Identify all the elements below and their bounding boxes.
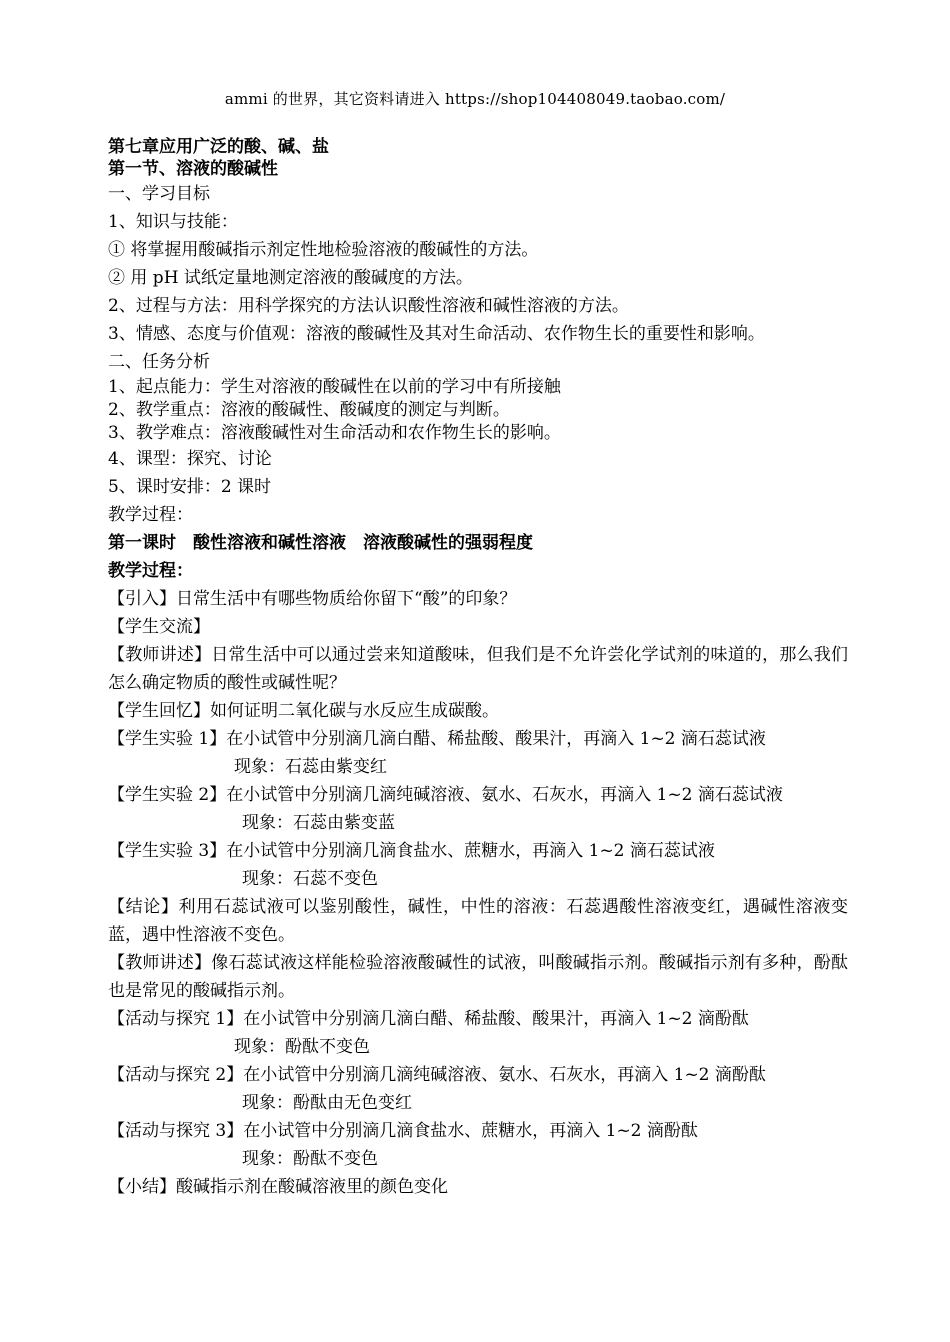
text-line: 教学过程： xyxy=(108,505,193,525)
text-line: 2、过程与方法：用科学探究的方法认识酸性溶液和碱性溶液的方法。 xyxy=(108,296,629,316)
text-paragraph: 【教师讲述】像石蕊试液这样能检验溶液酸碱性的试液，叫酸碱指示剂。酸碱指示剂有多种，酚酞也是常见的酸碱指示剂。 xyxy=(108,953,848,1001)
teaching-process-heading: 教学过程： xyxy=(108,561,193,581)
page-header: ammi 的世界，其它资料请进入 https://shop104408049.taobao.com/ xyxy=(224,90,726,108)
text-line: 4、课型：探究、讨论 xyxy=(108,449,272,469)
experiment-line: 【活动与探究 2】在小试管中分别滴几滴纯碱溶液、氨水、石灰水，再滴入 1~2 滴酚酞 xyxy=(108,1065,766,1085)
experiment-line: 【活动与探究 3】在小试管中分别滴几滴食盐水、蔗糖水，再滴入 1~2 滴酚酞 xyxy=(108,1121,698,1141)
phenomenon-line: 现象：石蕊由紫变蓝 xyxy=(242,813,395,833)
text-paragraph: 【结论】利用石蕊试液可以鉴别酸性，碱性，中性的溶液：石蕊遇酸性溶液变红，遇碱性溶液变蓝，遇中性溶液不变色。 xyxy=(108,897,848,945)
lesson-title: 第一课时 酸性溶液和碱性溶液 溶液酸碱性的强弱程度 xyxy=(108,533,533,553)
text-line: 1、起点能力：学生对溶液的酸碱性在以前的学习中有所接触 xyxy=(108,377,561,397)
experiment-line: 【学生实验 3】在小试管中分别滴几滴食盐水、蔗糖水，再滴入 1~2 滴石蕊试液 xyxy=(108,841,715,861)
text-line: 5、课时安排：2 课时 xyxy=(108,477,272,497)
experiment-line: 【活动与探究 1】在小试管中分别滴几滴白醋、稀盐酸、酸果汁，再滴入 1~2 滴酚酞 xyxy=(108,1009,749,1029)
phenomenon-line: 现象：石蕊不变色 xyxy=(242,869,378,889)
text-line: ① 将掌握用酸碱指示剂定性地检验溶液的酸碱性的方法。 xyxy=(108,240,539,260)
chapter-title: 第七章应用广泛的酸、碱、盐 xyxy=(108,137,329,157)
phenomenon-line: 现象：酚酞不变色 xyxy=(242,1149,378,1169)
phenomenon-line: 现象：酚酞由无色变红 xyxy=(242,1093,412,1113)
text-line: 3、情感、态度与价值观：溶液的酸碱性及其对生命活动、农作物生长的重要性和影响。 xyxy=(108,324,765,344)
section-title: 第一节、溶液的酸碱性 xyxy=(108,159,278,179)
text-line: 【引入】日常生活中有哪些物质给你留下“酸”的印象？ xyxy=(108,589,517,609)
text-paragraph: 【教师讲述】日常生活中可以通过尝来知道酸味，但我们是不允许尝化学试剂的味道的，那么我们怎么确定物质的酸性或碱性呢？ xyxy=(108,645,848,693)
heading-objectives: 一、学习目标 xyxy=(108,184,210,204)
text-line: 【学生回忆】如何证明二氧化碳与水反应生成碳酸。 xyxy=(108,701,499,721)
text-line: 【学生交流】 xyxy=(108,617,210,637)
phenomenon-line: 现象：石蕊由紫变红 xyxy=(234,757,387,777)
text-line: 2、教学重点：溶液的酸碱性、酸碱度的测定与判断。 xyxy=(108,400,510,420)
text-line: ② 用 pH 试纸定量地测定溶液的酸碱度的方法。 xyxy=(108,268,473,288)
experiment-line: 【学生实验 2】在小试管中分别滴几滴纯碱溶液、氨水、石灰水，再滴入 1~2 滴石蕊试液 xyxy=(108,785,783,805)
phenomenon-line: 现象：酚酞不变色 xyxy=(234,1037,370,1057)
experiment-line: 【学生实验 1】在小试管中分别滴几滴白醋、稀盐酸、酸果汁，再滴入 1~2 滴石蕊试液 xyxy=(108,729,766,749)
heading-task-analysis: 二、任务分析 xyxy=(108,352,210,372)
text-line: 3、教学难点：溶液酸碱性对生命活动和农作物生长的影响。 xyxy=(108,423,561,443)
text-line: 1、知识与技能： xyxy=(108,212,238,232)
document-body xyxy=(108,136,848,1201)
summary-line: 【小结】酸碱指示剂在酸碱溶液里的颜色变化 xyxy=(108,1177,448,1197)
